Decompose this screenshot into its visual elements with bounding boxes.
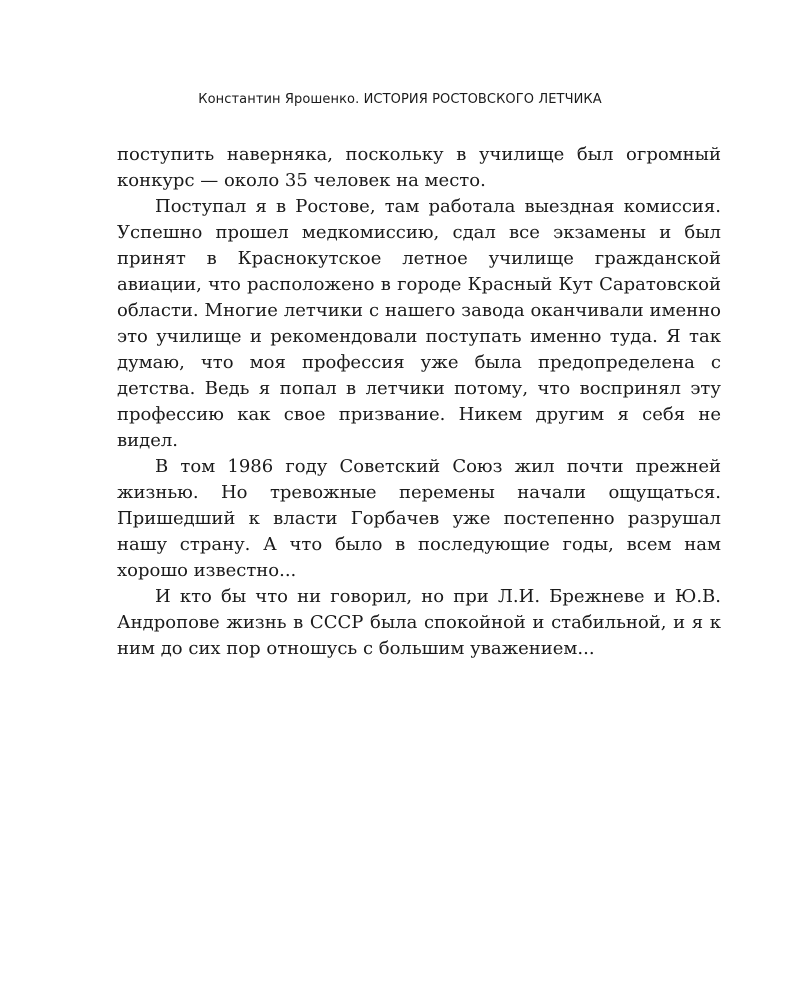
paragraph: В том 1986 году Советский Союз жил почти прежней жизнью. Но тревожные перемены начали ощущаться. Пришедший к власти Горбачев уже постепенно разрушал нашу страну. А что было в последующие годы, всем нам хорошо известно...	[117, 456, 721, 581]
paragraph-continued: поступить наверняка, поскольку в училище был огромный конкурс — около 35 человек на место.	[117, 144, 721, 191]
running-header: Константин Ярошенко. ИСТОРИЯ РОСТОВСКОГО ЛЕТЧИКА	[198, 92, 602, 107]
paragraph: И кто бы что ни говорил, но при Л.И. Брежневе и Ю.В. Андропове жизнь в СССР была спокойной и стабильной, и я к ним до сих пор отношусь с большим уважением...	[117, 586, 721, 659]
body-text	[117, 142, 721, 662]
paragraph: Поступал я в Ростове, там работала выездная комиссия. Успешно прошел медкомиссию, сдал все экзамены и был принят в Краснокутское летное училище гражданской авиации, что расположено в городе Красный Кут Саратовской области. Многие летчики с нашего завода оканчивали именно это училище и рекомендовали поступать именно туда. Я так думаю, что моя профессия уже была предопределена с детства. Ведь я попал в летчики потому, что воспринял эту профессию как свое призвание. Никем другим я себя не видел.	[117, 196, 721, 451]
